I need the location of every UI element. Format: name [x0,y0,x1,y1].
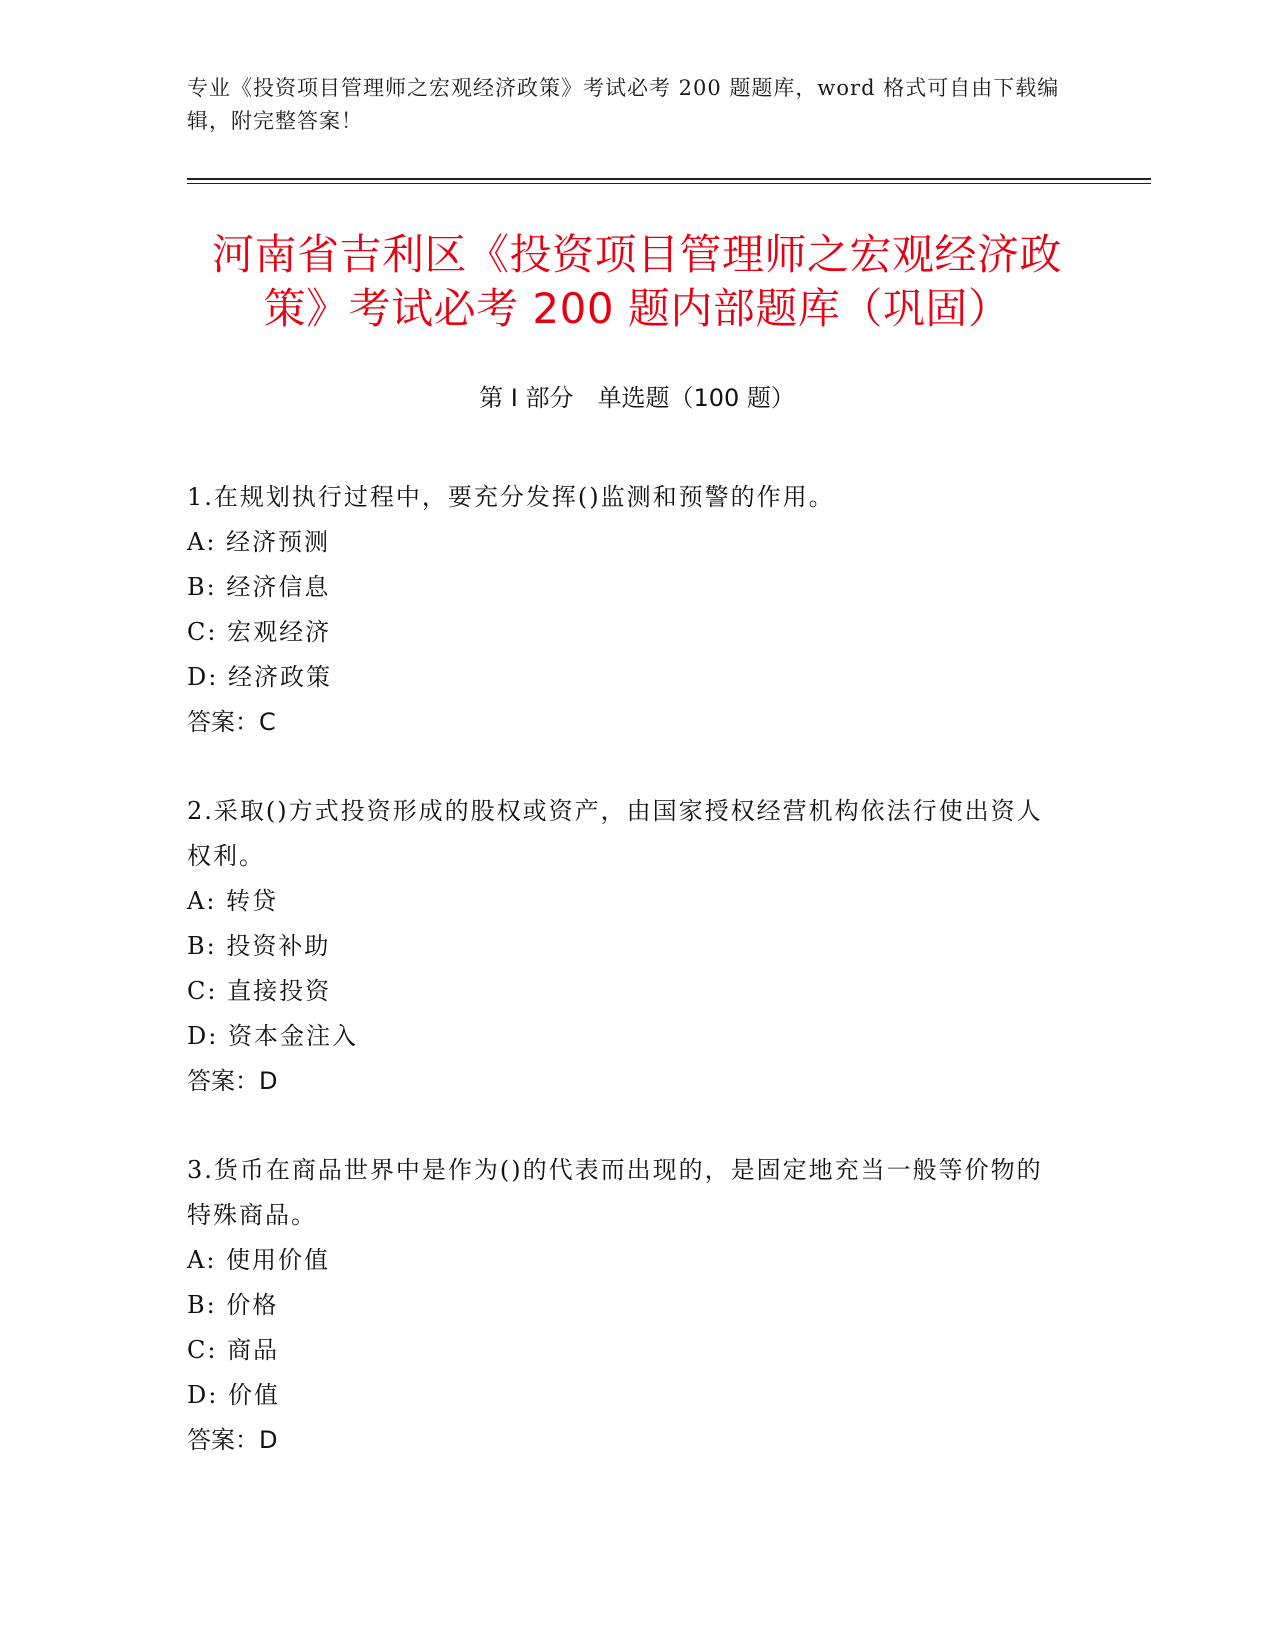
option-d: D: 价值 [187,1381,280,1409]
option-d: D: 资本金注入 [187,1022,358,1050]
option-b: B: 经济信息 [187,573,331,601]
option-a: A: 经济预测 [187,528,331,556]
option-c: C: 商品 [187,1336,280,1364]
option-a: A: 使用价值 [187,1246,331,1274]
option-b: B: 投资补助 [187,932,331,960]
option-b: B: 价格 [187,1291,279,1319]
option-c: C: 宏观经济 [187,618,332,646]
answer: 答案：D [187,1067,278,1095]
question-stem: 1.在规划执行过程中，要充分发挥()监测和预警的作用。 [187,483,835,511]
question-3 [187,1148,1067,1463]
option-c: C: 直接投资 [187,977,332,1005]
question-stem: 2.采取()方式投资形成的股权或资产，由国家授权经营机构依法行使出资人权利。 [187,797,1043,870]
question-2 [187,789,1067,1104]
question-stem: 3.货币在商品世界中是作为()的代表而出现的，是固定地充当一般等价物的特殊商品。 [187,1156,1043,1229]
section-title: 第 I 部分 单选题（100 题） [479,384,795,412]
question-1 [187,475,1067,745]
header-divider-thin [187,183,1151,184]
question-list [187,475,1067,1507]
option-d: D: 经济政策 [187,663,332,691]
header-note: 专业《投资项目管理师之宏观经济政策》考试必考 200 题题库，word 格式可自由下载编辑，附完整答案！ [187,76,1060,133]
header-divider-thick [187,178,1151,180]
answer: 答案：C [187,708,276,736]
document-title: 河南省吉利区《投资项目管理师之宏观经济政策》考试必考 200 题内部题库（巩固） [211,230,1062,333]
option-a: A: 转贷 [187,887,279,915]
answer: 答案：D [187,1426,278,1454]
